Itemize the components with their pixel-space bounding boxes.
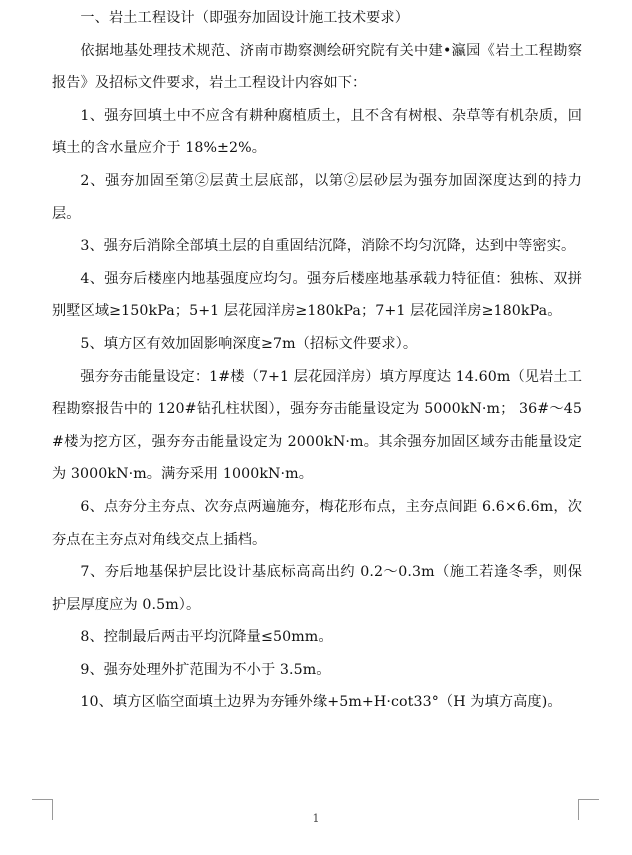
paragraph-energy-settings: 强夯夯击能量设定：1#楼（7+1 层花园洋房）填方厚度达 14.60m（见岩土工程勘察报告中的 120#钻孔柱状图），强夯夯击能量设定为 5000kN·m； 36#～45#楼为挖方区，强夯夯击能量设定为 2000kN·m。其余强夯加固区域夯击能量设定为 3000kN·m。满夯采用 1000kN·m。 <box>52 368 582 483</box>
paragraph-item-4: 4、强夯后楼座内地基强度应均匀。强夯后楼座地基承载力特征值：独栋、双拼别墅区域≥150kPa；5+1 层花园洋房≥180kPa；7+1 层花园洋房≥180kPa。 <box>52 270 582 320</box>
paragraph-item-3: 3、强夯后消除全部填土层的自重固结沉降，消除不均匀沉降，达到中等密实。 <box>80 238 576 255</box>
paragraph-item-6: 6、点夯分主夯点、次夯点两遍施夯，梅花形布点，主夯点间距 6.6×6.6m，次夯点在主夯点对角线交点上插档。 <box>52 498 582 548</box>
paragraph-item-1: 1、强夯回填土中不应含有耕种腐植质土，且不含有树根、杂草等有机杂质，回填土的含水量应介于 18%±2%。 <box>52 107 582 157</box>
paragraph-item-9: 9、强夯处理外扩范围为不小于 3.5m。 <box>80 661 331 678</box>
paragraph-item-7: 7、夯后地基保护层比设计基底标高高出约 0.2～0.3m（施工若逢冬季，则保护层厚度应为 0.5m）。 <box>52 564 582 613</box>
document-body <box>52 2 582 719</box>
page-number: 1 <box>312 812 320 825</box>
section-heading: 一、岩土工程设计（即强夯加固设计施工技术要求） <box>80 10 410 26</box>
paragraph-item-2: 2、强夯加固至第②层黄土层底部，以第②层砂层为强夯加固深度达到的持力层。 <box>52 172 582 222</box>
paragraph-item-5: 5、填方区有效加固影响深度≥7m（招标文件要求）。 <box>80 335 418 352</box>
paragraph-item-8: 8、控制最后两击平均沉降量≤50mm。 <box>80 629 333 646</box>
paragraph-intro: 依据地基处理技术规范、济南市勘察测绘研究院有关中建•瀛园《岩土工程勘察报告》及招标文件要求，岩土工程设计内容如下： <box>52 42 582 92</box>
paragraph-item-10: 10、填方区临空面填土边界为夯锤外缘+5m+H·cot33°（H 为填方高度)。 <box>80 694 562 711</box>
